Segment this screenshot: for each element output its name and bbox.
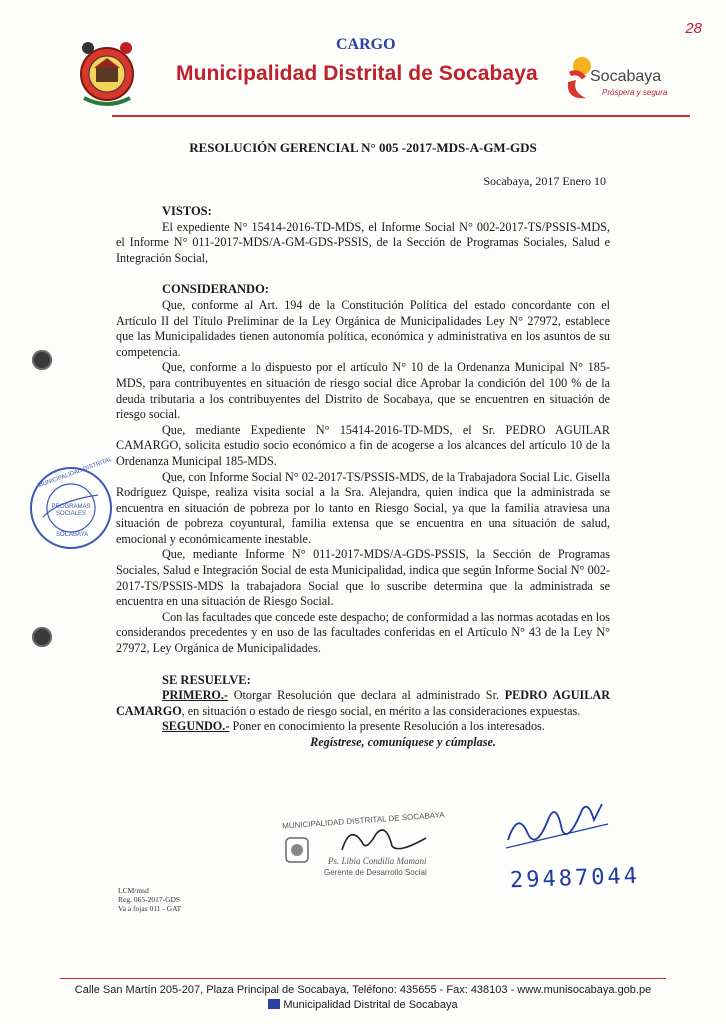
segundo-text: Poner en conocimiento la presente Resolución a los interesados.: [229, 719, 545, 734]
footer-address: Calle San Martín 205-207, Plaza Principal de Socabaya, Teléfono: 435655 - Fax: 438103 - www.munisocabaya.gob.pe: [74, 984, 652, 996]
segundo-paragraph: [116, 719, 610, 735]
handwritten-signature-icon: [498, 790, 618, 860]
reference-line: Reg. 065-2017-GDS: [118, 895, 181, 904]
footer-name: Municipalidad Distrital de Socabaya: [283, 999, 458, 1011]
round-stamp-inner: PROGRAMAS SOCIALES: [51, 504, 91, 517]
signature-stamp-org: MUNICIPALIDAD DISTRITAL DE SOCABAYA: [281, 810, 445, 831]
primero-name: PEDRO AGUILAR CAMARGO: [116, 688, 610, 718]
resuelve-heading: SE RESUELVE:: [162, 672, 251, 687]
footer-divider: [60, 978, 666, 979]
primero-paragraph: [116, 688, 610, 719]
considerando-paragraph: Que, con Informe Social N° 02-2017-TS/PSSIS-MDS, de la Trabajadora Social Lic. Gisella Rodríguez Quispe, realiza visita social a la Sra. Alejandra, quien indica que la administrada se encuentra en situación de pobreza por lo tanto en Riesgo Social, ya que la familia atraviesa una situación de pobreza coyuntural, familia extensa que se encuentra en una situación de salud, emocional y económicamente inestable.: [116, 469, 610, 546]
footer-logo-icon: [268, 999, 280, 1009]
considerando-paragraph: Que, mediante Informe N° 011-2017-MDS/A-GDS-PSSIS, la Sección de Programas Sociales, Salud e Integración Social de esta Municipalidad, indica que según Informe Social N° 002-2017-TS/PSSIS-MDS la trabajadora Social que lo suscribe determina que la administrada se encuentra en una situación de Riesgo Social.: [116, 547, 610, 609]
considerando-heading: CONSIDERANDO:: [162, 282, 269, 297]
primero-text-a: Otorgar Resolución que declara al administrado Sr.: [228, 688, 505, 703]
considerando-paragraph: Que, conforme a lo dispuesto por el artículo N° 10 de la Ordenanza Municipal N° 185-MDS, para contribuyentes en situación de riesgo social dice Aprobar la condición del 100 % de la deuda tributaria a los contribuyentes del Distrito de Socabaya, que se encuentren en situación de riesgo social.: [116, 360, 610, 422]
reference-line: Va a fojas 011 - GAT: [118, 904, 182, 913]
brand-name: Socabaya: [590, 68, 662, 85]
manager-signature-icon: [336, 820, 436, 860]
cargo-stamp: CARGO: [336, 36, 396, 53]
closing-line: Regístrese, comuníquese y cúmplase.: [310, 735, 496, 749]
round-stamp-bottom: SOCABAYA: [56, 532, 89, 538]
punch-hole-top: [32, 350, 52, 370]
considerando-paragraph: Con las facultades que concede este despacho; de conformidad a las normas acotadas en los considerandos precedentes y en uso de las facultades conferidas en el Artículo N° 43 de la Ley N° 27972, Ley Orgánica de Municipalidades.: [116, 609, 610, 656]
vistos-heading: VISTOS:: [162, 204, 212, 218]
document-body: [116, 204, 610, 751]
signature-stamp-role: Gerente de Desarrollo Social: [324, 868, 427, 877]
segundo-label: SEGUNDO.-: [162, 719, 230, 734]
coat-of-arms-icon: [76, 38, 138, 108]
footer-name-row: [0, 999, 726, 1011]
page-number: 28: [685, 20, 702, 37]
punch-hole-bottom: [32, 627, 52, 647]
signature-stamp-seal-icon: [284, 836, 310, 864]
signature-stamp: [270, 810, 470, 882]
round-stamp-outer: MUNICIPALIDAD DISTRITAL: [37, 456, 114, 490]
reference-block: [118, 886, 181, 913]
institution-title: Municipalidad Distrital de Socabaya: [176, 62, 538, 85]
considerando-paragraph: Que, mediante Expediente N° 15414-2016-TD-MDS, el Sr. PEDRO AGUILAR CAMARGO, solicita estudio socio económico a fin de acogerse a los alcances del artículo 10 de la Ordenanza Municipal 185-MDS.: [116, 422, 610, 468]
handwritten-number: 29487044: [509, 863, 641, 894]
reference-line: LCM/msd: [118, 886, 149, 895]
brand-tagline: Próspera y segura: [602, 88, 668, 97]
vistos-text: El expediente N° 15414-2016-TD-MDS, el Informe Social N° 002-2017-TS/PSSIS-MDS, el Informe N° 011-2017-MDS/A-GM-GDS-PSSIS, de la Sección de Programas Sociales, Salud e Integración Social,: [116, 219, 610, 265]
header-divider: [112, 115, 690, 117]
signature-stamp-name: Ps. Libia Condilla Mamani: [328, 856, 427, 866]
considerando-paragraph: Que, conforme al Art. 194 de la Constitución Política del estado concordante con el Artículo II del Título Preliminar de la Ley Orgánica de Municipalidades Ley N° 27972, establece que las Municipalidades tienen autonomía política, económica y administrativa en los asuntos de su competencia.: [116, 297, 610, 359]
primero-label: PRIMERO.-: [162, 688, 229, 703]
primero-text-b: , en situación o estado de riesgo social, en mérito a las consideraciones expuestas.: [181, 703, 581, 718]
document-title: RESOLUCIÓN GERENCIAL N° 005 -2017-MDS-A-GM-GDS: [189, 140, 537, 155]
date-line: Socabaya, 2017 Enero 10: [483, 174, 606, 188]
